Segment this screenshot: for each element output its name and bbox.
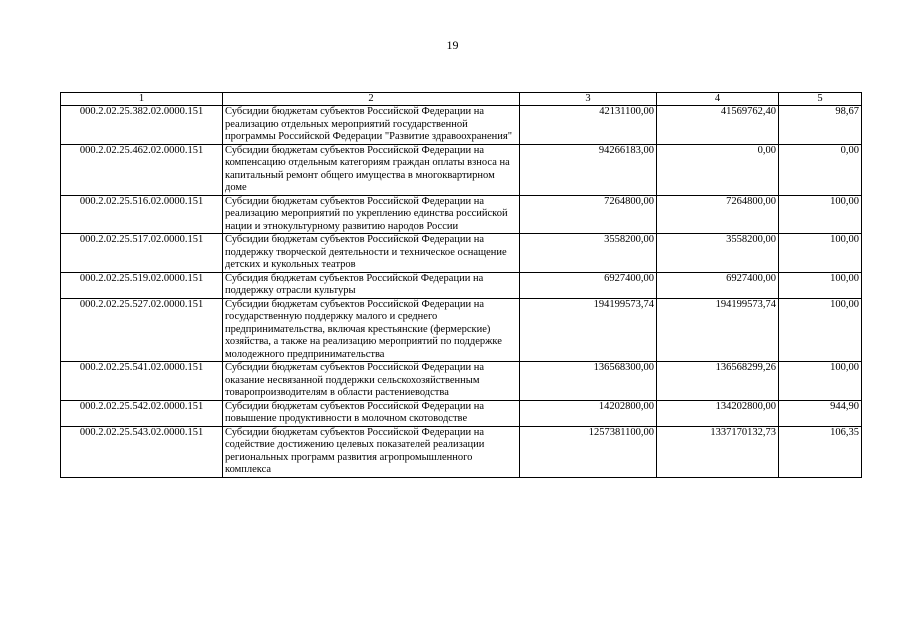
plan-amount-cell: 94266183,00 — [520, 144, 657, 195]
budget-code-cell: 000.2.02.25.519.02.0000.151 — [61, 272, 223, 298]
percent-cell: 0,00 — [779, 144, 862, 195]
column-header-3: 3 — [520, 93, 657, 106]
header-row — [61, 93, 862, 106]
description-cell: Субсидии бюджетам субъектов Российской Федерации на повышение продуктивности в молочном скотоводстве — [223, 400, 520, 426]
budget-table — [60, 92, 862, 478]
actual-amount-cell: 134202800,00 — [657, 400, 779, 426]
budget-code-cell: 000.2.02.25.517.02.0000.151 — [61, 234, 223, 273]
percent-cell: 106,35 — [779, 426, 862, 477]
actual-amount-cell: 136568299,26 — [657, 362, 779, 401]
table-row — [61, 106, 862, 145]
actual-amount-cell: 194199573,74 — [657, 298, 779, 362]
table-row — [61, 195, 862, 234]
table-row — [61, 272, 862, 298]
percent-cell: 100,00 — [779, 272, 862, 298]
plan-amount-cell: 42131100,00 — [520, 106, 657, 145]
column-header-1: 1 — [61, 93, 223, 106]
budget-code-cell: 000.2.02.25.541.02.0000.151 — [61, 362, 223, 401]
plan-amount-cell: 136568300,00 — [520, 362, 657, 401]
budget-code-cell: 000.2.02.25.542.02.0000.151 — [61, 400, 223, 426]
column-header-2: 2 — [223, 93, 520, 106]
description-cell: Субсидия бюджетам субъектов Российской Федерации на поддержку отрасли культуры — [223, 272, 520, 298]
budget-code-cell: 000.2.02.25.516.02.0000.151 — [61, 195, 223, 234]
page-number: 19 — [446, 38, 459, 52]
percent-cell: 100,00 — [779, 234, 862, 273]
table-row — [61, 144, 862, 195]
description-cell: Субсидии бюджетам субъектов Российской Федерации на содействие достижению целевых показателей реализации региональных программ развития агропромышленного комплекса — [223, 426, 520, 477]
actual-amount-cell: 3558200,00 — [657, 234, 779, 273]
percent-cell: 100,00 — [779, 298, 862, 362]
budget-code-cell: 000.2.02.25.543.02.0000.151 — [61, 426, 223, 477]
plan-amount-cell: 14202800,00 — [520, 400, 657, 426]
table-row — [61, 298, 862, 362]
column-header-5: 5 — [779, 93, 862, 106]
table-row — [61, 362, 862, 401]
plan-amount-cell: 7264800,00 — [520, 195, 657, 234]
percent-cell: 944,90 — [779, 400, 862, 426]
actual-amount-cell: 1337170132,73 — [657, 426, 779, 477]
actual-amount-cell: 7264800,00 — [657, 195, 779, 234]
plan-amount-cell: 6927400,00 — [520, 272, 657, 298]
percent-cell: 98,67 — [779, 106, 862, 145]
actual-amount-cell: 0,00 — [657, 144, 779, 195]
table-row — [61, 400, 862, 426]
budget-code-cell: 000.2.02.25.382.02.0000.151 — [61, 106, 223, 145]
description-cell: Субсидии бюджетам субъектов Российской Федерации на реализацию мероприятий по укреплению единства российской нации и этнокультурному развитию народов России — [223, 195, 520, 234]
actual-amount-cell: 6927400,00 — [657, 272, 779, 298]
plan-amount-cell: 194199573,74 — [520, 298, 657, 362]
budget-code-cell: 000.2.02.25.462.02.0000.151 — [61, 144, 223, 195]
description-cell: Субсидии бюджетам субъектов Российской Федерации на оказание несвязанной поддержки сельскохозяйственным товаропроизводителям в области растениеводства — [223, 362, 520, 401]
table-row — [61, 426, 862, 477]
budget-code-cell: 000.2.02.25.527.02.0000.151 — [61, 298, 223, 362]
table-row — [61, 234, 862, 273]
percent-cell: 100,00 — [779, 195, 862, 234]
plan-amount-cell: 1257381100,00 — [520, 426, 657, 477]
percent-cell: 100,00 — [779, 362, 862, 401]
plan-amount-cell: 3558200,00 — [520, 234, 657, 273]
description-cell: Субсидии бюджетам субъектов Российской Федерации на поддержку творческой деятельности и техническое оснащение детских и кукольных театров — [223, 234, 520, 273]
description-cell: Субсидии бюджетам субъектов Российской Федерации на компенсацию отдельным категориям граждан оплаты взноса на капитальный ремонт общего имущества в многоквартирном доме — [223, 144, 520, 195]
description-cell: Субсидии бюджетам субъектов Российской Федерации на реализацию отдельных мероприятий государственной программы Российской Федерации "Развитие здравоохранения" — [223, 106, 520, 145]
column-header-4: 4 — [657, 93, 779, 106]
description-cell: Субсидии бюджетам субъектов Российской Федерации на государственную поддержку малого и среднего предпринимательства, включая крестьянские (фермерские) хозяйства, а также на реализацию мероприятий по поддержке молодежного предпринимательства — [223, 298, 520, 362]
actual-amount-cell: 41569762,40 — [657, 106, 779, 145]
